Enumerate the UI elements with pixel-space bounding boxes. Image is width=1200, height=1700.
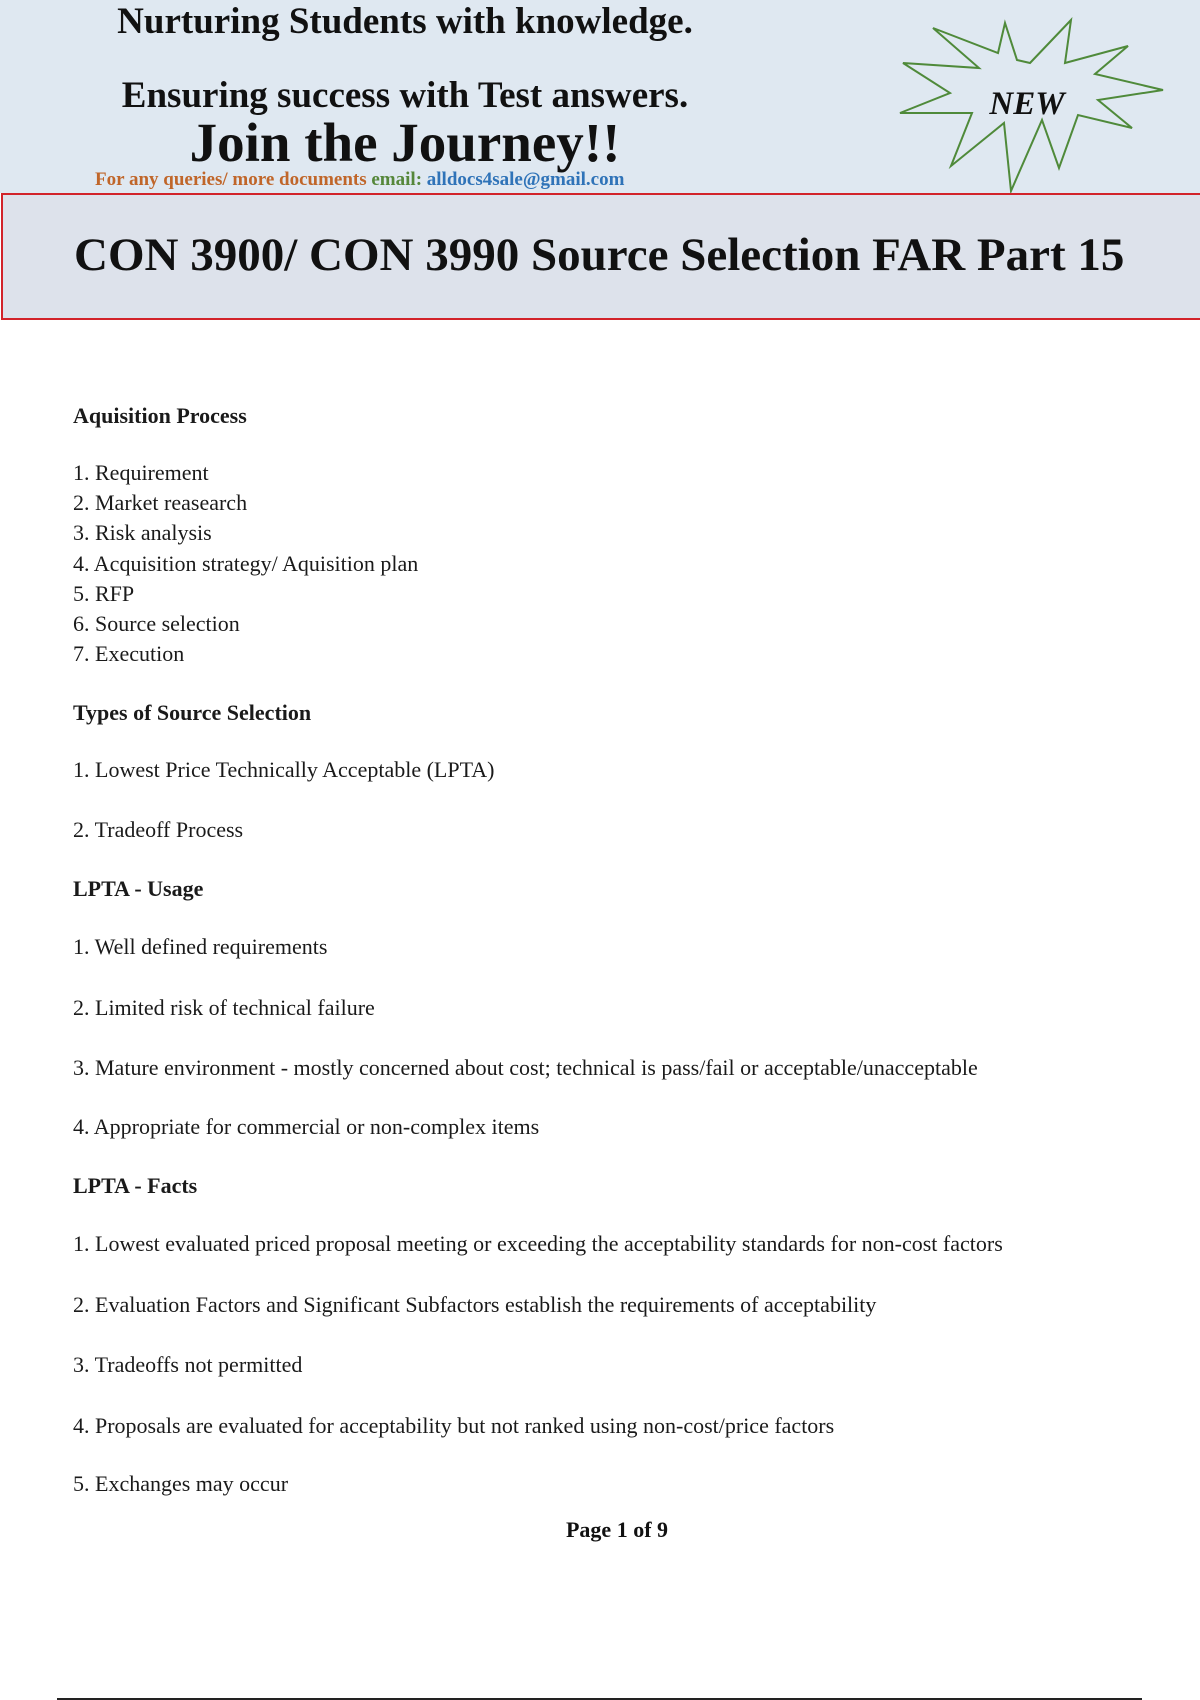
list-item: 5. RFP bbox=[73, 581, 135, 606]
list-item: 2. Limited risk of technical failure bbox=[73, 995, 375, 1020]
section-heading-types: Types of Source Selection bbox=[73, 700, 312, 725]
new-starburst-icon bbox=[895, 8, 1165, 193]
list-item: 3. Mature environment - mostly concerned about cost; technical is pass/fail or acceptable/unacceptable bbox=[73, 1055, 978, 1080]
list-item: 4. Proposals are evaluated for acceptability but not ranked using non-cost/price factors bbox=[73, 1413, 835, 1438]
list-item: 2. Evaluation Factors and Significant Subfactors establish the requirements of acceptability bbox=[73, 1292, 877, 1317]
contact-email-link[interactable]: alldocs4sale@gmail.com bbox=[426, 169, 625, 190]
tagline-success: Ensuring success with Test answers. bbox=[121, 75, 689, 116]
list-item: 1. Lowest evaluated priced proposal meeting or exceeding the acceptability standards for non-cost factors bbox=[73, 1231, 1003, 1256]
list-item: 3. Tradeoffs not permitted bbox=[73, 1352, 303, 1377]
document-title: CON 3900/ CON 3990 Source Selection FAR Part 15 bbox=[74, 229, 1125, 281]
list-item: 4. Acquisition strategy/ Aquisition plan bbox=[73, 551, 419, 576]
list-item: 6. Source selection bbox=[73, 611, 240, 636]
promo-banner bbox=[0, 0, 1200, 193]
contact-prefix: For any queries/ more documents bbox=[95, 169, 367, 190]
contact-line bbox=[95, 168, 624, 192]
page-number: Page 1 of 9 bbox=[565, 1517, 669, 1542]
list-item: 2. Tradeoff Process bbox=[73, 817, 244, 842]
list-item: 1. Requirement bbox=[73, 460, 209, 485]
section-heading-lpta-facts: LPTA - Facts bbox=[73, 1173, 198, 1198]
section-heading-lpta-usage: LPTA - Usage bbox=[73, 876, 204, 901]
list-item: 3. Risk analysis bbox=[73, 520, 212, 545]
list-item: 1. Lowest Price Technically Acceptable (LPTA) bbox=[73, 757, 495, 782]
section-heading-acquisition: Aquisition Process bbox=[73, 403, 247, 428]
list-item: 7. Execution bbox=[73, 641, 185, 666]
tagline-journey: Join the Journey!! bbox=[189, 112, 621, 173]
list-item: 5. Exchanges may occur bbox=[73, 1471, 289, 1496]
tagline-knowledge: Nurturing Students with knowledge. bbox=[117, 1, 693, 42]
contact-label: email: bbox=[371, 169, 423, 190]
list-item: 2. Market reasearch bbox=[73, 490, 248, 515]
document-title-box bbox=[1, 193, 1200, 320]
badge-label: NEW bbox=[989, 86, 1065, 122]
list-item: 4. Appropriate for commercial or non-complex items bbox=[73, 1114, 540, 1139]
list-item: 1. Well defined requirements bbox=[73, 934, 328, 959]
